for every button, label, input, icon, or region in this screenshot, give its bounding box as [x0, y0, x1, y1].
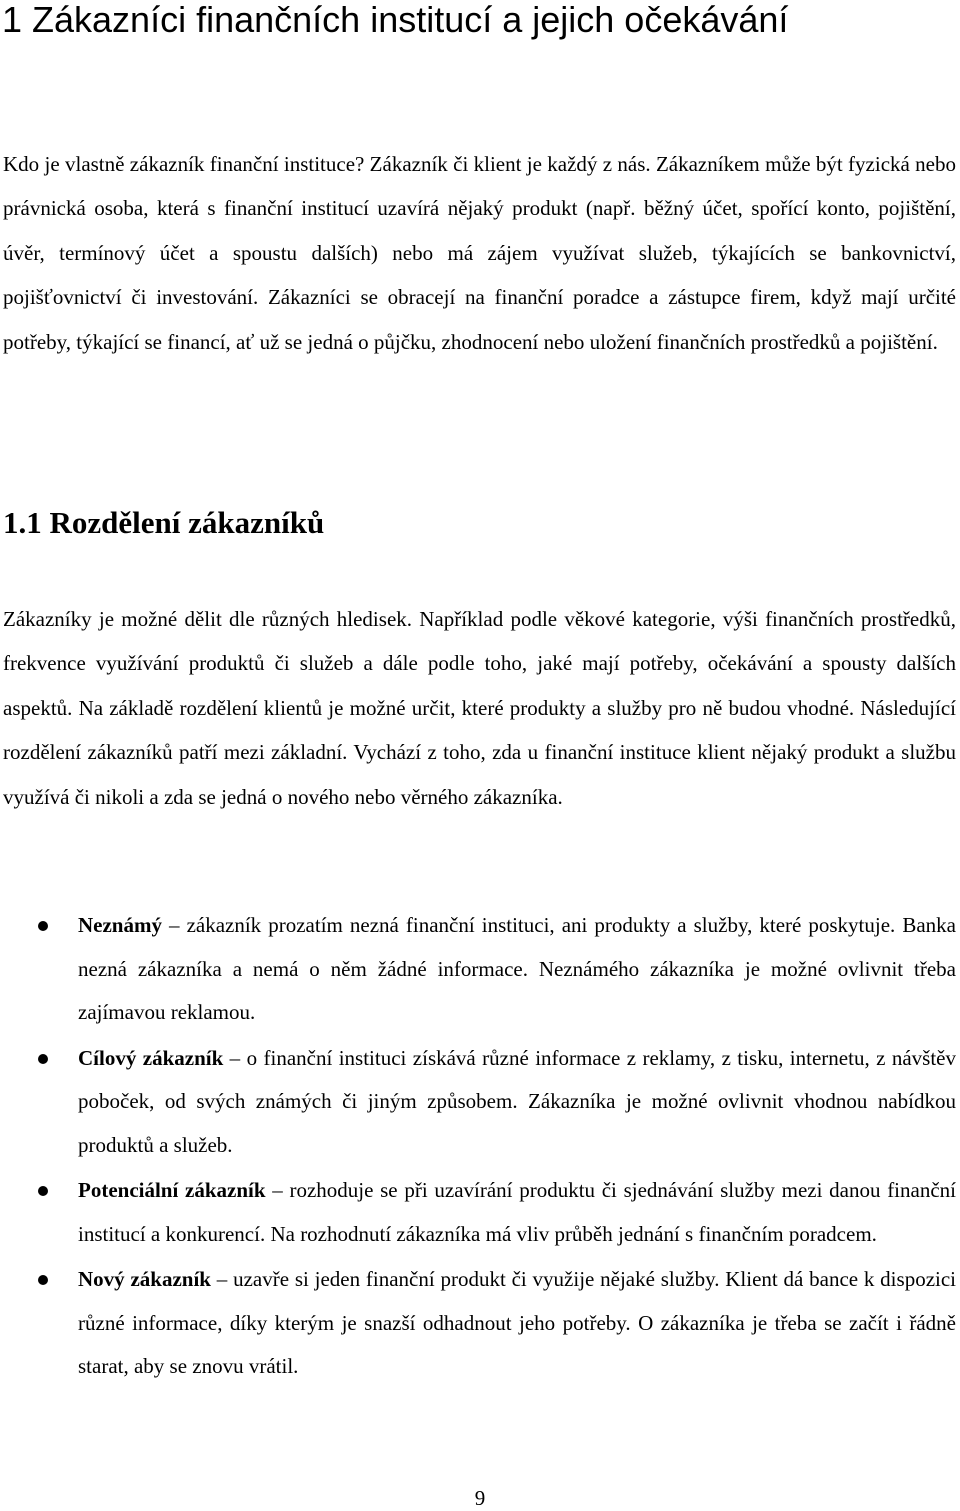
list-item-text: – uzavře si jeden finanční produkt či využije nějaké služby. Klient dá bance k dispozici různé informace, díky kterým je snazší odhadnout jeho potřeby. O zákazníka je třeba se začít i řádně starat, aby se znovu vrátil. — [78, 1267, 957, 1378]
list-item-text: – rozhoduje se při uzavírání produktu či sjednávání služby mezi danou finanční institucí a konkurencí. Na rozhodnutí zákazníka má vliv průběh jednání s finančním poradcem. — [78, 1178, 956, 1246]
bullet-icon — [38, 1054, 48, 1064]
bullet-icon — [38, 1186, 48, 1196]
list-item-text: – o finanční instituci získává různé informace z reklamy, z tisku, internetu, z návštěv poboček, od svých známých či jiným způsobem. Zákazníka je možné ovlivnit vhodnou nabídkou produktů a služeb. — [78, 1045, 956, 1157]
bullet-icon — [38, 1275, 48, 1285]
list-item — [0, 1169, 956, 1256]
customer-types-list — [0, 904, 960, 1391]
list-item — [0, 1037, 956, 1168]
list-item-term: Potenciální zákazník — [78, 1178, 266, 1202]
list-item-text: – zákazník prozatím nezná finanční instituci, ani produkty a služby, které poskytuje. Banka nezná zákazníka a nemá o něm žádné informace. Neznámého zákazníka je možné ovlivnit třeba zajímavou reklamou. — [78, 913, 956, 1024]
list-item-term: Neznámý — [78, 913, 162, 937]
section-heading: 1.1 Rozdělení zákazníků — [3, 505, 325, 540]
chapter-heading: 1 Zákazníci finančních institucí a jejich očekávání — [2, 0, 789, 40]
list-item-term: Cílový zákazník — [78, 1045, 224, 1070]
section-paragraph: Zákazníky je možné dělit dle různých hledisek. Například podle věkové kategorie, výši finančních prostředků, frekvence využívání produktů či služeb a dále podle toho, jaké mají potřeby, očekávání a spousty dalších aspektů. Na základě rozdělení klientů je možné určit, které produkty a služby pro ně budou vhodné. Následující rozdělení zákazníků patří mezi základní. Vychází z toho, zda u finanční instituce klient nějaký produkt a službu využívá či nikoli a zda se jedná o nového nebo věrného zákazníka. — [3, 607, 956, 809]
list-item — [0, 1258, 956, 1389]
page-number: 9 — [474, 1486, 486, 1510]
bullet-icon — [38, 921, 48, 931]
list-item-term: Nový zákazník — [78, 1267, 211, 1291]
intro-paragraph: Kdo je vlastně zákazník finanční instituce? Zákazník či klient je každý z nás. Zákazníkem může být fyzická nebo právnická osoba, která s finanční institucí uzavírá nějaký produkt (např. běžný účet, spořící konto, pojištění, úvěr, termínový účet a spoustu dalších) nebo má zájem využívat služeb, týkajících se bankovnictví, pojišťovnictví či investování. Zákazníci se obracejí na finanční poradce a zástupce firem, když mají určité potřeby, týkající se financí, ať už se jedná o půjčku, zhodnocení nebo uložení finančních prostředků a pojištění. — [3, 152, 956, 354]
list-item — [0, 904, 956, 1035]
